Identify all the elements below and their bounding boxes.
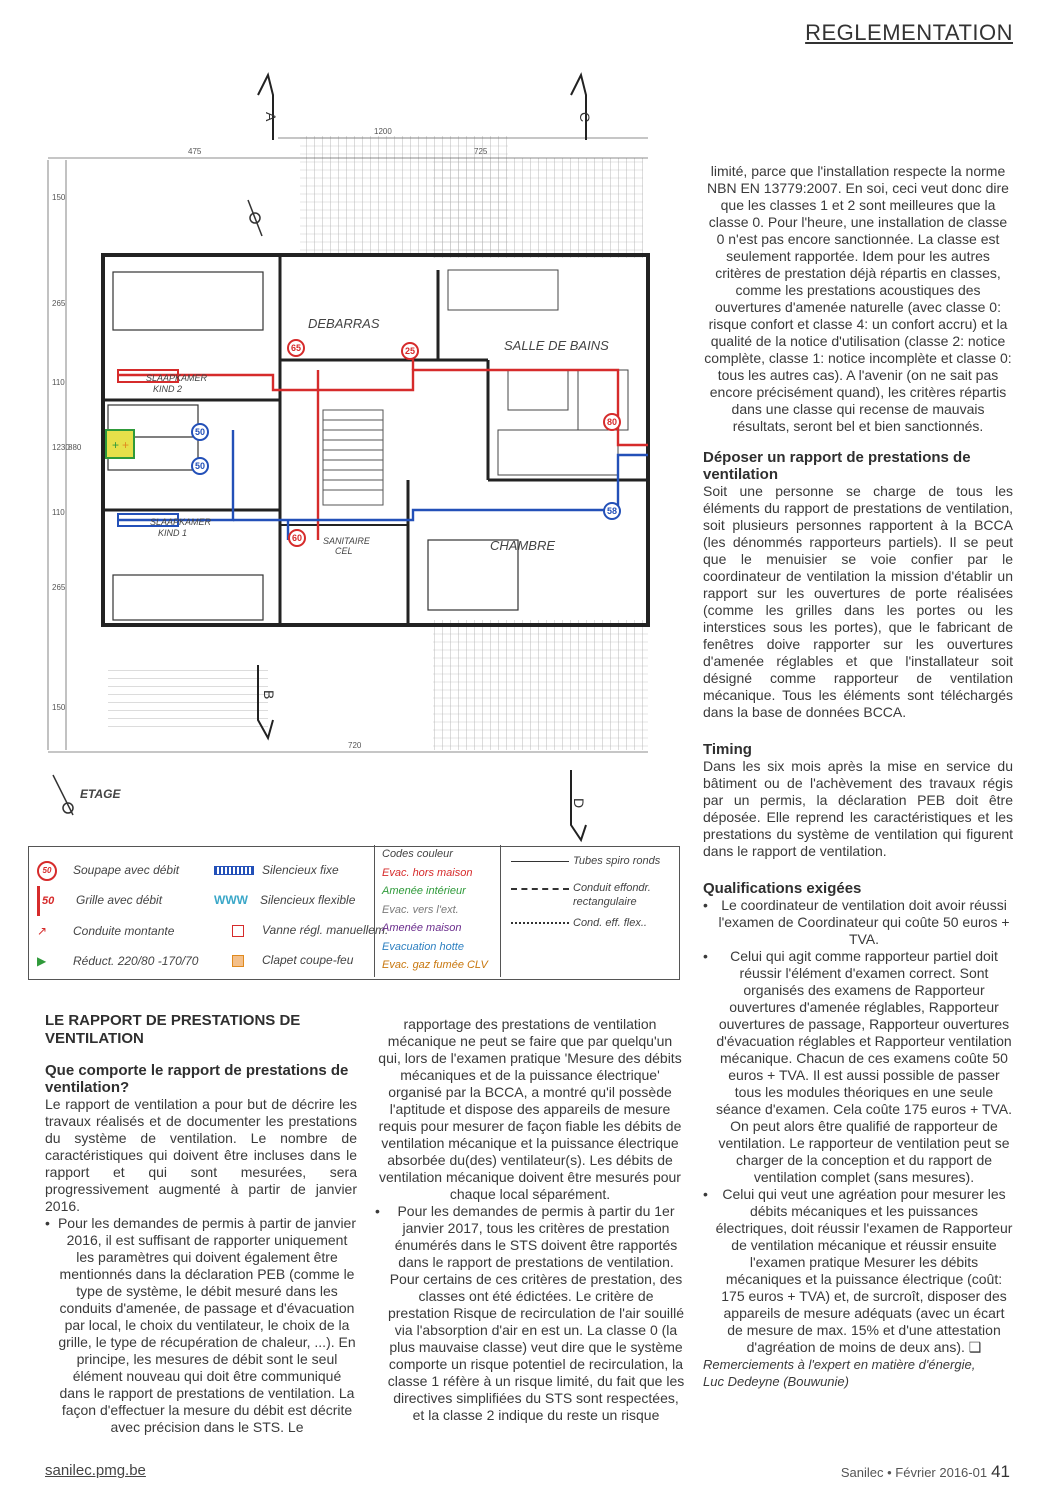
bed-kind1 <box>113 575 263 620</box>
legend-silencieux-fixe: Silencieux fixe <box>214 855 389 885</box>
flow-label: 60 <box>291 533 303 543</box>
room-kind1-b: KIND 1 <box>158 528 188 538</box>
dim-left: 110 <box>52 378 65 387</box>
list-item: • Le coordinateur de ventilation doit avoir réussi l'examen de Coordinateur qui coûte 50 euros + TVA. <box>703 897 1013 948</box>
bed-kind2 <box>113 272 263 330</box>
reduction-icon: ▶ <box>37 954 47 968</box>
code-evac-hotte: Evacuation hotte <box>382 940 464 953</box>
page-number: 41 <box>991 1462 1010 1481</box>
dim-left: 265 <box>52 299 66 308</box>
flow-label: 25 <box>404 346 416 356</box>
legend-conduit: Conduit effondr. rectangulaire <box>511 881 676 917</box>
clapet-icon <box>232 955 244 967</box>
list-item: • Celui qui veut une agréation pour mesurer les débits mécaniques et les puissances électriques, doit réussir l'examen de Rapporteur de ventilation mécanique et réussir ensuite l'examen pratique Mesurer les débits mécaniques et la puissance électrique (coût: 175 euros + TVA) et, de surcroît, disposer des appareils de mesure adéquats (avec un écart de mesure de max. 15% et d'une attestation d'agréation de moins de deux ans). ❑ <box>703 1186 1013 1356</box>
qualif-list <box>703 897 1013 1356</box>
legend-silencieux-flexible: WWW Silencieux flexible <box>214 885 389 915</box>
room-debarras: DEBARRAS <box>308 316 380 331</box>
dim-top: 475 <box>188 147 202 156</box>
dim-left: 880 <box>68 443 82 452</box>
dim-top: 725 <box>474 147 488 156</box>
etage-label: ETAGE <box>80 787 121 801</box>
room-kind2-a: SLAAPKAMER <box>146 373 208 383</box>
paragraph-deposer: Soit une personne se charge de tous les éléments du rapport de prestations de ventilation, soit plusieurs personnes rapportent à la BCCA (les dénommés rapporteurs partiels). Il se peut que le menuisier se voie confier par le coordinateur de ventilation la mission d'établir un rapport sur les ouvertures de porte réalisées (comme les grilles dans les portes ou les interstices sous les portes), que le fabricant de fenêtres doive rapporter sur les ouvertures d'amenée réglables et que l'installateur soit désigné comme rapporteur de ventilation mécanique. Tous les éléments sont téléchargés dans la base de données BCCA. <box>703 483 1013 720</box>
code-evac-gaz: Evac. gaz fumée CLV <box>382 959 488 971</box>
thanks-line-2: Luc Dedeyne (Bouwunie) <box>703 1374 849 1389</box>
legend-soupape: 50 Soupape avec débit <box>37 855 212 885</box>
code-amenee-int: Amenée intérieur <box>382 885 466 897</box>
legend-cond-flex: Cond. eff. flex.. <box>511 917 676 937</box>
dim-left: 110 <box>52 508 65 517</box>
room-chambre: CHAMBRE <box>490 538 556 553</box>
flow-label: 50 <box>194 427 206 437</box>
legend-conduite: ↗ Conduite montante <box>37 916 212 946</box>
rubric-title: REGLEMENTATION <box>805 20 1013 45</box>
list-item: • Pour les demandes de permis à partir du 1er janvier 2017, tous les critères de prestation énumérés dans le STS doivent être rapportés dans le rapport de prestations de ventilation. Pour certains de ces critères de prestation, des classes ont été édictées. Le critère de prestation Risque de recirculation de l'air souillé via l'absorption d'air en est un. La classe 0 (la plus mauvaise classe) veut dire que le système comporte un risque potentiel de recirculation, la classe 1 réfère à un risque limité, du fait que les directives simplifiées du STS sont respectées, et la classe 2 indique du reste un risque <box>375 1203 685 1424</box>
legend-grille: 50 Grille avec débit <box>37 885 212 916</box>
codes-title: Codes couleur <box>382 848 453 860</box>
stairs <box>323 410 383 505</box>
right-column <box>703 163 1013 1390</box>
list-item: • Celui qui agit comme rapporteur partiel doit réussir l'élément d'examen correct. Sont organisés des examens de Rapporteur ouvertures d'amenée réglables, Rapporteur ouvertures de passage, Rapporteur ouvertures d'évacuation réglables et Rapporteur ventilation mécanique. Chacun de ces examens coûte 50 euros + TVA. Il est aussi possible de passer tous les modules théoriques en une seule séance d'examen. Cela coûte 175 euros + TVA. On peut alors être qualifié de rapporteur de ventilation. Le rapporteur de ventilation peut se charger de la conception et du rapport de ventilation complet (sans mesures). <box>703 948 1013 1186</box>
section-subtitle: Que comporte le rapport de prestations de ventilation? <box>45 1062 349 1096</box>
heading-qualif: Qualifications exigées <box>703 880 862 897</box>
legend-tubes: Tubes spiro ronds <box>511 855 676 881</box>
floor-plan <box>18 70 678 850</box>
paragraph-timing: Dans les six mois après la mise en service du bâtiment ou de l'achèvement des travaux régis par un permis, la déclaration PEB doit être déposée. Elle reprend les caractéristiques et les prestations du système de ventilation qui figurent dans le rapport de ventilation. <box>703 758 1013 859</box>
heading-deposer: Déposer un rapport de prestations de ventilation <box>703 449 971 483</box>
conduite-montante-icon: ↗ <box>37 924 48 938</box>
legend-reduction: ▶ Réduct. 220/80 -170/70 <box>37 946 212 976</box>
dim-bottom: 720 <box>348 741 362 750</box>
soupape-icon: 50 <box>37 861 57 881</box>
footer-issue: Sanilec • Février 2016-01 41 <box>840 1462 1010 1481</box>
footer-url[interactable]: sanilec.pmg.be <box>45 1462 146 1479</box>
grille-icon: 50 <box>37 886 60 916</box>
heading-timing: Timing <box>703 741 752 758</box>
dim-left: 150 <box>52 193 66 202</box>
section-a: A <box>263 112 279 122</box>
svg-text:+: + <box>112 438 120 452</box>
dim-top: 1200 <box>374 127 392 136</box>
code-amenee-maison: Amenée maison <box>382 922 462 934</box>
silencieux-flexible-icon: WWW <box>214 893 248 907</box>
flow-label: 58 <box>606 506 618 516</box>
thanks-line-1: Remerciements à l'expert en matière d'énergie, <box>703 1357 976 1372</box>
silencieux-fixe-icon <box>214 866 254 875</box>
left-column <box>45 1012 357 1436</box>
legend-vanne: Vanne régl. manuellem. <box>214 915 389 945</box>
room-salle-bains: SALLE DE BAINS <box>504 338 609 353</box>
room-sanitaire-cel: CEL <box>335 546 353 556</box>
room-kind2-b: KIND 2 <box>153 384 183 394</box>
section-b: B <box>261 690 277 700</box>
dim-left: 1230 <box>52 443 70 452</box>
roof-top-right <box>433 158 643 258</box>
list-item: • Pour les demandes de permis à partir de janvier 2016, il est suffisant de rapporter uniquement les paramètres qui doivent également être mentionnés dans la déclaration PEB (comme le type de système, le débit mesuré dans les conduits d'amenée, de passage et d'évacuation par local, le choix du ventilateur, le choix de la grille, le type de récupération de chaleur, ...). En principe, les mesures de débit sont le seul élément nouveau qui doit être communiqué dans le rapport de prestations de ventilation. La façon d'effectuer la mesure du débit est décrite avec précision dans le STS. Le <box>45 1215 357 1436</box>
roof-bottom-left <box>108 670 268 730</box>
roof-bottom <box>433 620 648 750</box>
right-paragraph: limité, parce que l'installation respecte la norme NBN EN 13779:2007. En soi, ceci veut donc dire que les classes 1 et 2 sont meilleures que la classe 0. Pour l'heure, une installation de classe 0 n'est pas encore sanctionnée. La classe est seulement rapportée. Idem pour les autres critères de prestation déjà répartis en classes, comme les prestations acoustiques des ouvertures d'amenée naturelle (avec classe 0: risque confort et classe 4: un confort accru) et la qualité de la notice d'utilisation (classe 2: notice complète, classe 1: notice incomplète et classe 0: tous les autres cas). A l'avenir (on ne sait pas encore précisément quand), les critères répartis dans une classe qui recense de mauvais résultats, seront bel et bien sanctionnés. <box>704 163 1012 434</box>
dim-left: 265 <box>52 583 66 592</box>
flow-label: 80 <box>606 417 618 427</box>
middle-paragraph: rapportage des prestations de ventilation mécanique ne peut se faire que par quelqu'un qui, lors de l'examen pratique 'Mesure des débits mécaniques et de la puissance électrique' organisé par la BCCA, a montré qu'il possède l'aptitude et dispose des appareils de mesure requis pour mesurer de façon fiable les débits de ventilation mécanique et la puissance électrique absorbée du(des) ventilateur(s). Les débits de ventilation mécanique doivent être mesurés pour chaque local séparément. <box>378 1016 682 1202</box>
flow-label: 65 <box>290 343 302 353</box>
middle-column <box>375 1016 685 1424</box>
section-c: C <box>577 112 593 123</box>
code-evac-hors: Evac. hors maison <box>382 866 473 879</box>
code-evac-ext: Evac. vers l'ext. <box>382 903 459 916</box>
dim-left: 150 <box>52 703 66 712</box>
legend-clapet: Clapet coupe-feu <box>214 945 389 975</box>
flow-label: 50 <box>194 461 206 471</box>
legend <box>28 846 680 980</box>
room-sanitaire: SANITAIRE <box>323 536 370 546</box>
vanne-icon <box>232 925 244 937</box>
section-d: D <box>571 798 587 809</box>
svg-text:+: + <box>122 438 130 452</box>
ventilation-unit <box>106 430 134 458</box>
room-kind1-a: SLAAPKAMER <box>150 517 212 527</box>
intro-paragraph: Le rapport de ventilation a pour but de décrire les travaux réalisés et de documenter les prestations du système de ventilation. Le nombre de caractéristiques qui doivent être incluses dans le rapport et qui sont mesurées, sera progressivement augmenté à partir de janvier 2016. <box>45 1096 357 1214</box>
section-title: LE RAPPORT DE PRESTATIONS DE VENTILATION <box>45 1012 301 1047</box>
